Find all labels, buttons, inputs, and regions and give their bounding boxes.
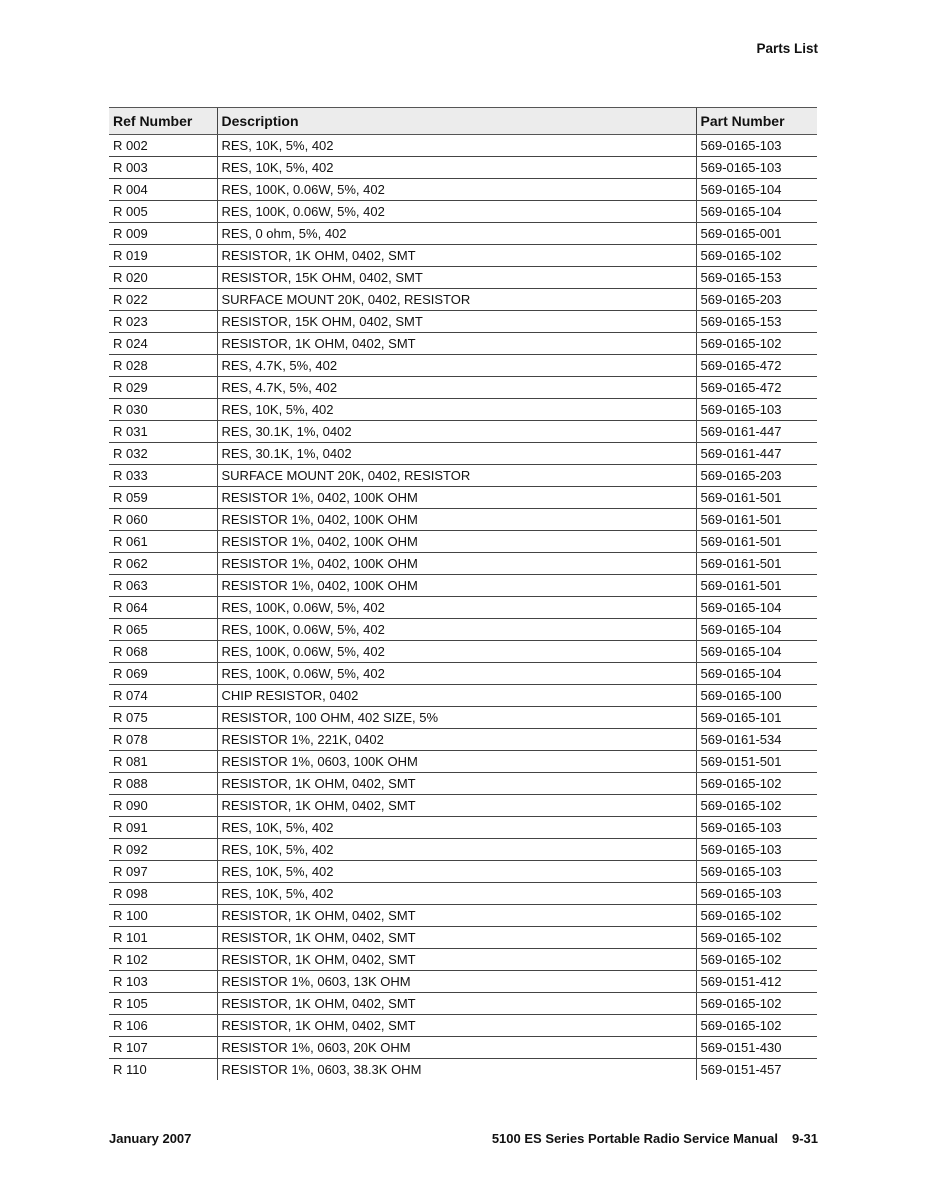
cell-part-number: 569-0165-472	[696, 355, 817, 377]
cell-ref-number: R 088	[109, 773, 217, 795]
cell-description: RESISTOR 1%, 0402, 100K OHM	[217, 487, 696, 509]
cell-ref-number: R 060	[109, 509, 217, 531]
cell-part-number: 569-0165-103	[696, 817, 817, 839]
footer-date: January 2007	[109, 1131, 192, 1146]
cell-description: RES, 30.1K, 1%, 0402	[217, 421, 696, 443]
cell-ref-number: R 098	[109, 883, 217, 905]
table-header	[109, 108, 817, 135]
cell-ref-number: R 065	[109, 619, 217, 641]
cell-ref-number: R 020	[109, 267, 217, 289]
cell-ref-number: R 090	[109, 795, 217, 817]
cell-description: RES, 10K, 5%, 402	[217, 883, 696, 905]
table-row	[109, 355, 817, 377]
cell-part-number: 569-0161-534	[696, 729, 817, 751]
table-row	[109, 553, 817, 575]
table-row	[109, 157, 817, 179]
cell-part-number: 569-0165-104	[696, 619, 817, 641]
cell-description: RESISTOR, 1K OHM, 0402, SMT	[217, 993, 696, 1015]
table-row	[109, 1015, 817, 1037]
cell-ref-number: R 059	[109, 487, 217, 509]
cell-ref-number: R 061	[109, 531, 217, 553]
cell-part-number: 569-0161-447	[696, 443, 817, 465]
cell-part-number: 569-0161-501	[696, 509, 817, 531]
cell-ref-number: R 062	[109, 553, 217, 575]
cell-part-number: 569-0165-103	[696, 135, 817, 157]
cell-description: RESISTOR, 15K OHM, 0402, SMT	[217, 311, 696, 333]
cell-part-number: 569-0161-501	[696, 553, 817, 575]
table-row	[109, 135, 817, 157]
table-row	[109, 1059, 817, 1081]
cell-description: RES, 10K, 5%, 402	[217, 157, 696, 179]
table-row	[109, 619, 817, 641]
cell-part-number: 569-0165-103	[696, 861, 817, 883]
table-row	[109, 597, 817, 619]
cell-ref-number: R 032	[109, 443, 217, 465]
cell-ref-number: R 005	[109, 201, 217, 223]
cell-ref-number: R 106	[109, 1015, 217, 1037]
cell-description: RES, 100K, 0.06W, 5%, 402	[217, 179, 696, 201]
cell-part-number: 569-0165-102	[696, 949, 817, 971]
cell-ref-number: R 074	[109, 685, 217, 707]
cell-ref-number: R 019	[109, 245, 217, 267]
cell-description: RESISTOR 1%, 0603, 13K OHM	[217, 971, 696, 993]
cell-description: RES, 10K, 5%, 402	[217, 817, 696, 839]
cell-description: RESISTOR 1%, 0402, 100K OHM	[217, 553, 696, 575]
cell-part-number: 569-0165-103	[696, 883, 817, 905]
cell-part-number: 569-0161-501	[696, 487, 817, 509]
cell-part-number: 569-0165-101	[696, 707, 817, 729]
cell-description: RES, 4.7K, 5%, 402	[217, 377, 696, 399]
cell-part-number: 569-0165-104	[696, 641, 817, 663]
cell-description: RES, 100K, 0.06W, 5%, 402	[217, 619, 696, 641]
table-row	[109, 773, 817, 795]
footer-manual-info	[492, 1131, 818, 1146]
cell-description: RES, 4.7K, 5%, 402	[217, 355, 696, 377]
footer-page-number: 9-31	[791, 1131, 818, 1146]
cell-part-number: 569-0165-203	[696, 289, 817, 311]
table-row	[109, 223, 817, 245]
cell-ref-number: R 102	[109, 949, 217, 971]
table-row	[109, 267, 817, 289]
cell-description: SURFACE MOUNT 20K, 0402, RESISTOR	[217, 465, 696, 487]
cell-ref-number: R 105	[109, 993, 217, 1015]
footer-manual-title: 5100 ES Series Portable Radio Service Manual	[491, 1131, 778, 1146]
table-row	[109, 377, 817, 399]
cell-part-number: 569-0165-153	[696, 311, 817, 333]
cell-part-number: 569-0161-501	[696, 531, 817, 553]
cell-description: RESISTOR, 1K OHM, 0402, SMT	[217, 905, 696, 927]
cell-ref-number: R 002	[109, 135, 217, 157]
cell-description: RES, 100K, 0.06W, 5%, 402	[217, 201, 696, 223]
cell-part-number: 569-0165-104	[696, 597, 817, 619]
table-row	[109, 905, 817, 927]
column-header-part-number: Part Number	[696, 108, 817, 135]
table-row	[109, 289, 817, 311]
cell-part-number: 569-0165-104	[696, 663, 817, 685]
cell-description: RESISTOR, 1K OHM, 0402, SMT	[217, 333, 696, 355]
cell-ref-number: R 028	[109, 355, 217, 377]
table-row	[109, 399, 817, 421]
cell-ref-number: R 091	[109, 817, 217, 839]
cell-ref-number: R 009	[109, 223, 217, 245]
cell-part-number: 569-0165-103	[696, 399, 817, 421]
cell-description: RESISTOR, 1K OHM, 0402, SMT	[217, 927, 696, 949]
cell-ref-number: R 100	[109, 905, 217, 927]
cell-part-number: 569-0165-104	[696, 179, 817, 201]
table-row	[109, 685, 817, 707]
cell-description: RESISTOR 1%, 221K, 0402	[217, 729, 696, 751]
table-row	[109, 817, 817, 839]
cell-ref-number: R 103	[109, 971, 217, 993]
table-row	[109, 729, 817, 751]
cell-part-number: 569-0165-100	[696, 685, 817, 707]
cell-description: RESISTOR 1%, 0603, 38.3K OHM	[217, 1059, 696, 1081]
cell-ref-number: R 004	[109, 179, 217, 201]
parts-list-table	[109, 107, 817, 1080]
page-header-title: Parts List	[756, 41, 818, 56]
table-row	[109, 465, 817, 487]
table-row	[109, 861, 817, 883]
cell-ref-number: R 030	[109, 399, 217, 421]
cell-ref-number: R 081	[109, 751, 217, 773]
cell-description: CHIP RESISTOR, 0402	[217, 685, 696, 707]
cell-part-number: 569-0161-501	[696, 575, 817, 597]
cell-description: RES, 100K, 0.06W, 5%, 402	[217, 663, 696, 685]
table-row	[109, 795, 817, 817]
cell-description: RESISTOR 1%, 0402, 100K OHM	[217, 509, 696, 531]
table-row	[109, 839, 817, 861]
column-header-description: Description	[217, 108, 696, 135]
table-row	[109, 949, 817, 971]
cell-ref-number: R 022	[109, 289, 217, 311]
table-row	[109, 575, 817, 597]
cell-description: RESISTOR, 1K OHM, 0402, SMT	[217, 773, 696, 795]
cell-ref-number: R 075	[109, 707, 217, 729]
table-row	[109, 663, 817, 685]
cell-part-number: 569-0165-102	[696, 905, 817, 927]
cell-part-number: 569-0165-102	[696, 333, 817, 355]
table-row	[109, 509, 817, 531]
table-row	[109, 927, 817, 949]
cell-description: RES, 10K, 5%, 402	[217, 861, 696, 883]
cell-description: RESISTOR 1%, 0603, 100K OHM	[217, 751, 696, 773]
cell-ref-number: R 110	[113, 1062, 147, 1077]
table-row	[109, 179, 817, 201]
cell-ref-number: R 092	[109, 839, 217, 861]
table-row	[109, 971, 817, 993]
cell-ref-number: R 023	[109, 311, 217, 333]
cell-part-number: 569-0151-501	[696, 751, 817, 773]
cell-description: RESISTOR, 1K OHM, 0402, SMT	[217, 1015, 696, 1037]
cell-part-number: 569-0165-102	[696, 245, 817, 267]
cell-ref-number: R 064	[109, 597, 217, 619]
table-row	[109, 311, 817, 333]
cell-ref-number: R 101	[109, 927, 217, 949]
cell-part-number: 569-0165-102	[696, 795, 817, 817]
cell-part-number: 569-0165-472	[696, 377, 817, 399]
cell-description: RESISTOR 1%, 0402, 100K OHM	[217, 575, 696, 597]
table-row	[109, 751, 817, 773]
cell-part-number: 569-0161-447	[696, 421, 817, 443]
cell-description: RESISTOR, 1K OHM, 0402, SMT	[217, 949, 696, 971]
table-row	[109, 245, 817, 267]
cell-ref-number: R 078	[109, 729, 217, 751]
cell-description: RESISTOR, 15K OHM, 0402, SMT	[217, 267, 696, 289]
cell-description: RESISTOR, 100 OHM, 402 SIZE, 5%	[217, 707, 696, 729]
cell-ref-number: R 024	[109, 333, 217, 355]
cell-ref-number: R 031	[109, 421, 217, 443]
cell-description: RES, 10K, 5%, 402	[217, 135, 696, 157]
cell-description: RES, 0 ohm, 5%, 402	[217, 223, 696, 245]
cell-description: RESISTOR, 1K OHM, 0402, SMT	[217, 795, 696, 817]
cell-part-number: 569-0165-102	[696, 993, 817, 1015]
cell-part-number: 569-0165-203	[696, 465, 817, 487]
cell-part-number: 569-0151-430	[696, 1037, 817, 1059]
cell-part-number: 569-0165-103	[696, 839, 817, 861]
cell-description: RES, 10K, 5%, 402	[217, 399, 696, 421]
cell-part-number: 569-0165-102	[696, 773, 817, 795]
cell-part-number: 569-0165-104	[696, 201, 817, 223]
cell-description: RES, 100K, 0.06W, 5%, 402	[217, 597, 696, 619]
cell-part-number: 569-0165-102	[696, 927, 817, 949]
table-row	[109, 531, 817, 553]
cell-part-number: 569-0165-102	[696, 1015, 817, 1037]
cell-part-number: 569-0165-153	[696, 267, 817, 289]
cell-ref-number: R 068	[109, 641, 217, 663]
cell-ref-number: R 069	[109, 663, 217, 685]
table-row	[109, 443, 817, 465]
cell-part-number: 569-0165-103	[696, 157, 817, 179]
table-body	[109, 135, 817, 1081]
table-row	[109, 883, 817, 905]
cell-description: RESISTOR, 1K OHM, 0402, SMT	[217, 245, 696, 267]
table-row	[109, 333, 817, 355]
cell-part-number: 569-0151-457	[696, 1059, 817, 1081]
column-header-ref-number: Ref Number	[109, 108, 217, 135]
table-row	[109, 201, 817, 223]
cell-description: RESISTOR 1%, 0603, 20K OHM	[217, 1037, 696, 1059]
cell-description: SURFACE MOUNT 20K, 0402, RESISTOR	[217, 289, 696, 311]
cell-description: RES, 10K, 5%, 402	[217, 839, 696, 861]
cell-ref-number: R 003	[109, 157, 217, 179]
cell-ref-number: R 107	[109, 1037, 217, 1059]
table-row	[109, 487, 817, 509]
cell-description: RES, 100K, 0.06W, 5%, 402	[217, 641, 696, 663]
table-row	[109, 421, 817, 443]
table-row	[109, 707, 817, 729]
cell-ref-number: R 029	[109, 377, 217, 399]
table-row	[109, 993, 817, 1015]
cell-ref-number: R 063	[109, 575, 217, 597]
cell-ref-number: R 097	[109, 861, 217, 883]
cell-part-number: 569-0165-001	[696, 223, 817, 245]
cell-description: RESISTOR 1%, 0402, 100K OHM	[217, 531, 696, 553]
table-row	[109, 1037, 817, 1059]
cell-description: RES, 30.1K, 1%, 0402	[217, 443, 696, 465]
cell-part-number: 569-0151-412	[696, 971, 817, 993]
table-row	[109, 641, 817, 663]
cell-ref-number: R 033	[109, 465, 217, 487]
table-header-row	[109, 108, 817, 135]
